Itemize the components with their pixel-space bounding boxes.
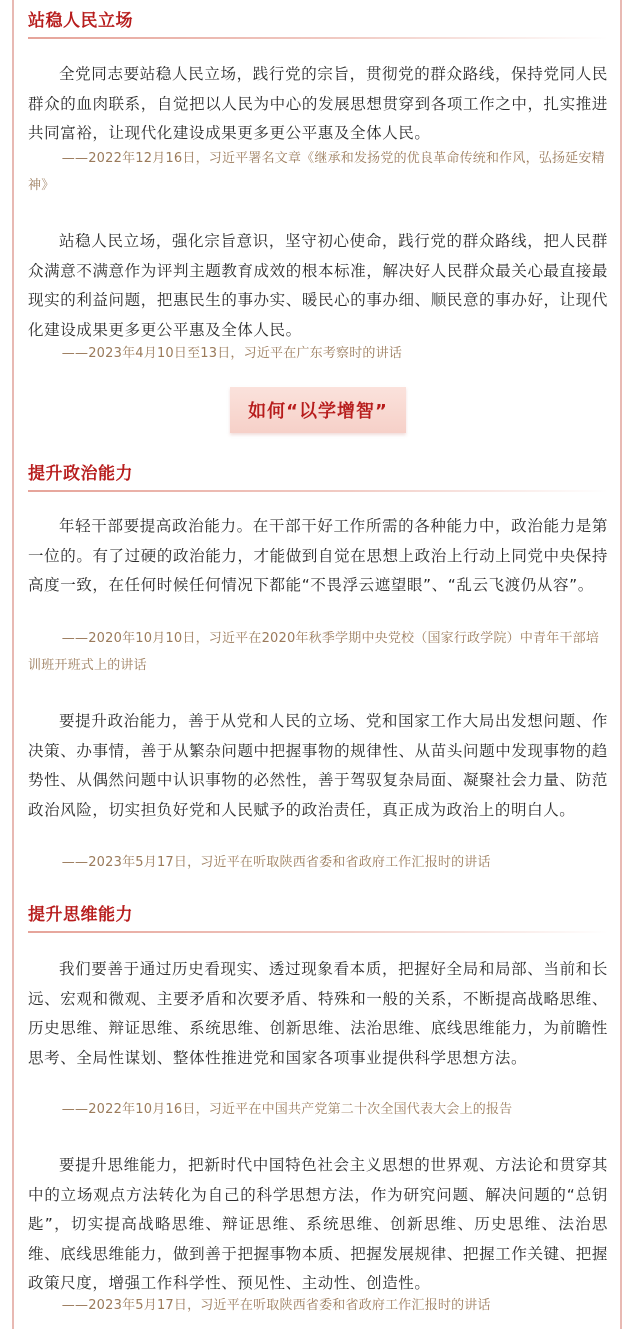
- quote-source: ——2023年4月10日至13日，习近平在广东考察时的讲话: [61, 346, 403, 361]
- section-header-political-ability: [28, 463, 608, 492]
- quote-source: ——2022年10月16日，习近平在中国共产党第二十次全国代表大会上的报告: [61, 1102, 513, 1117]
- quote-source: ——2023年5月17日，习近平在听取陕西省委和省政府工作汇报时的讲话: [61, 855, 491, 870]
- quote-paragraph: 我们要善于通过历史看现实、透过现象看本质，把握好全局和局部、当前和长远、宏观和微观、主要矛盾和次要矛盾、特殊和一般的关系，不断提高战略思维、历史思维、辩证思维、系统思维、创新思维、法治思维、底线思维能力，为前瞻性思考、全局性谋划、整体性推进党和国家各项事业提供科学思想方法。: [28, 960, 608, 1067]
- section-header-thinking-ability: [28, 904, 608, 933]
- section-title: 提升思维能力: [28, 905, 133, 925]
- section-title: 站稳人民立场: [28, 11, 133, 31]
- quote-paragraph: 站稳人民立场，强化宗旨意识，坚守初心使命，践行党的群众路线，把人民群众满意不满意作为评判主题教育成效的根本标准，解决好人民群众最关心最直接最现实的利益问题，把惠民生的事办实、暖民心的事办细、顺民意的事办好，让现代化建设成果更多更公平惠及全体人民。: [28, 232, 608, 339]
- section-divider: [28, 931, 608, 933]
- quote-paragraph: 要提升政治能力，善于从党和人民的立场、党和国家工作大局出发想问题、作决策、办事情，善于从繁杂问题中把握事物的规律性、从苗头问题中发现事物的趋势性、从偶然问题中认识事物的必然性，善于驾驭复杂局面、凝聚社会力量、防范政治风险，切实担负好党和人民赋予的政治责任，真正成为政治上的明白人。: [28, 712, 608, 819]
- section-divider: [28, 490, 608, 492]
- section-header-people-stance: [28, 10, 608, 39]
- section-title: 提升政治能力: [28, 464, 133, 484]
- section-divider: [28, 37, 608, 39]
- quote-paragraph: 要提升思维能力，把新时代中国特色社会主义思想的世界观、方法论和贯穿其中的立场观点方法转化为自己的科学思想方法，作为研究问题、解决问题的“总钥匙”，切实提高战略思维、辩证思维、系统思维、创新思维、历史思维、法治思维、底线思维能力，做到善于把握事物本质、把握发展规律、把握工作关键、把握政策尺度，增强工作科学性、预见性、主动性、创造性。: [28, 1156, 608, 1292]
- banner-label: 如何“以学增智”: [248, 401, 388, 422]
- quote-paragraph: 全党同志要站稳人民立场，践行党的宗旨，贯彻党的群众路线，保持党同人民群众的血肉联系，自觉把以人民为中心的发展思想贯穿到各项工作之中，扎实推进共同富裕，让现代化建设成果更多更公平惠及全体人民。: [28, 65, 608, 142]
- quote-source: ——2020年10月10日，习近平在2020年秋季学期中央党校（国家行政学院）中青年干部培训班开班式上的讲话: [28, 631, 600, 673]
- quote-paragraph: 年轻干部要提高政治能力。在干部干好工作所需的各种能力中，政治能力是第一位的。有了过硬的政治能力，才能做到自觉在思想上政治上行动上同党中央保持高度一致，在任何时候任何情况下都能“不畏浮云遮望眼”、“乱云飞渡仍从容”。: [28, 517, 608, 594]
- section-banner: [230, 387, 406, 433]
- quote-source: ——2022年12月16日，习近平署名文章《继承和发扬党的优良革命传统和作风，弘扬延安精神》: [28, 151, 605, 193]
- quote-source: ——2023年5月17日，习近平在听取陕西省委和省政府工作汇报时的讲话: [61, 1298, 491, 1313]
